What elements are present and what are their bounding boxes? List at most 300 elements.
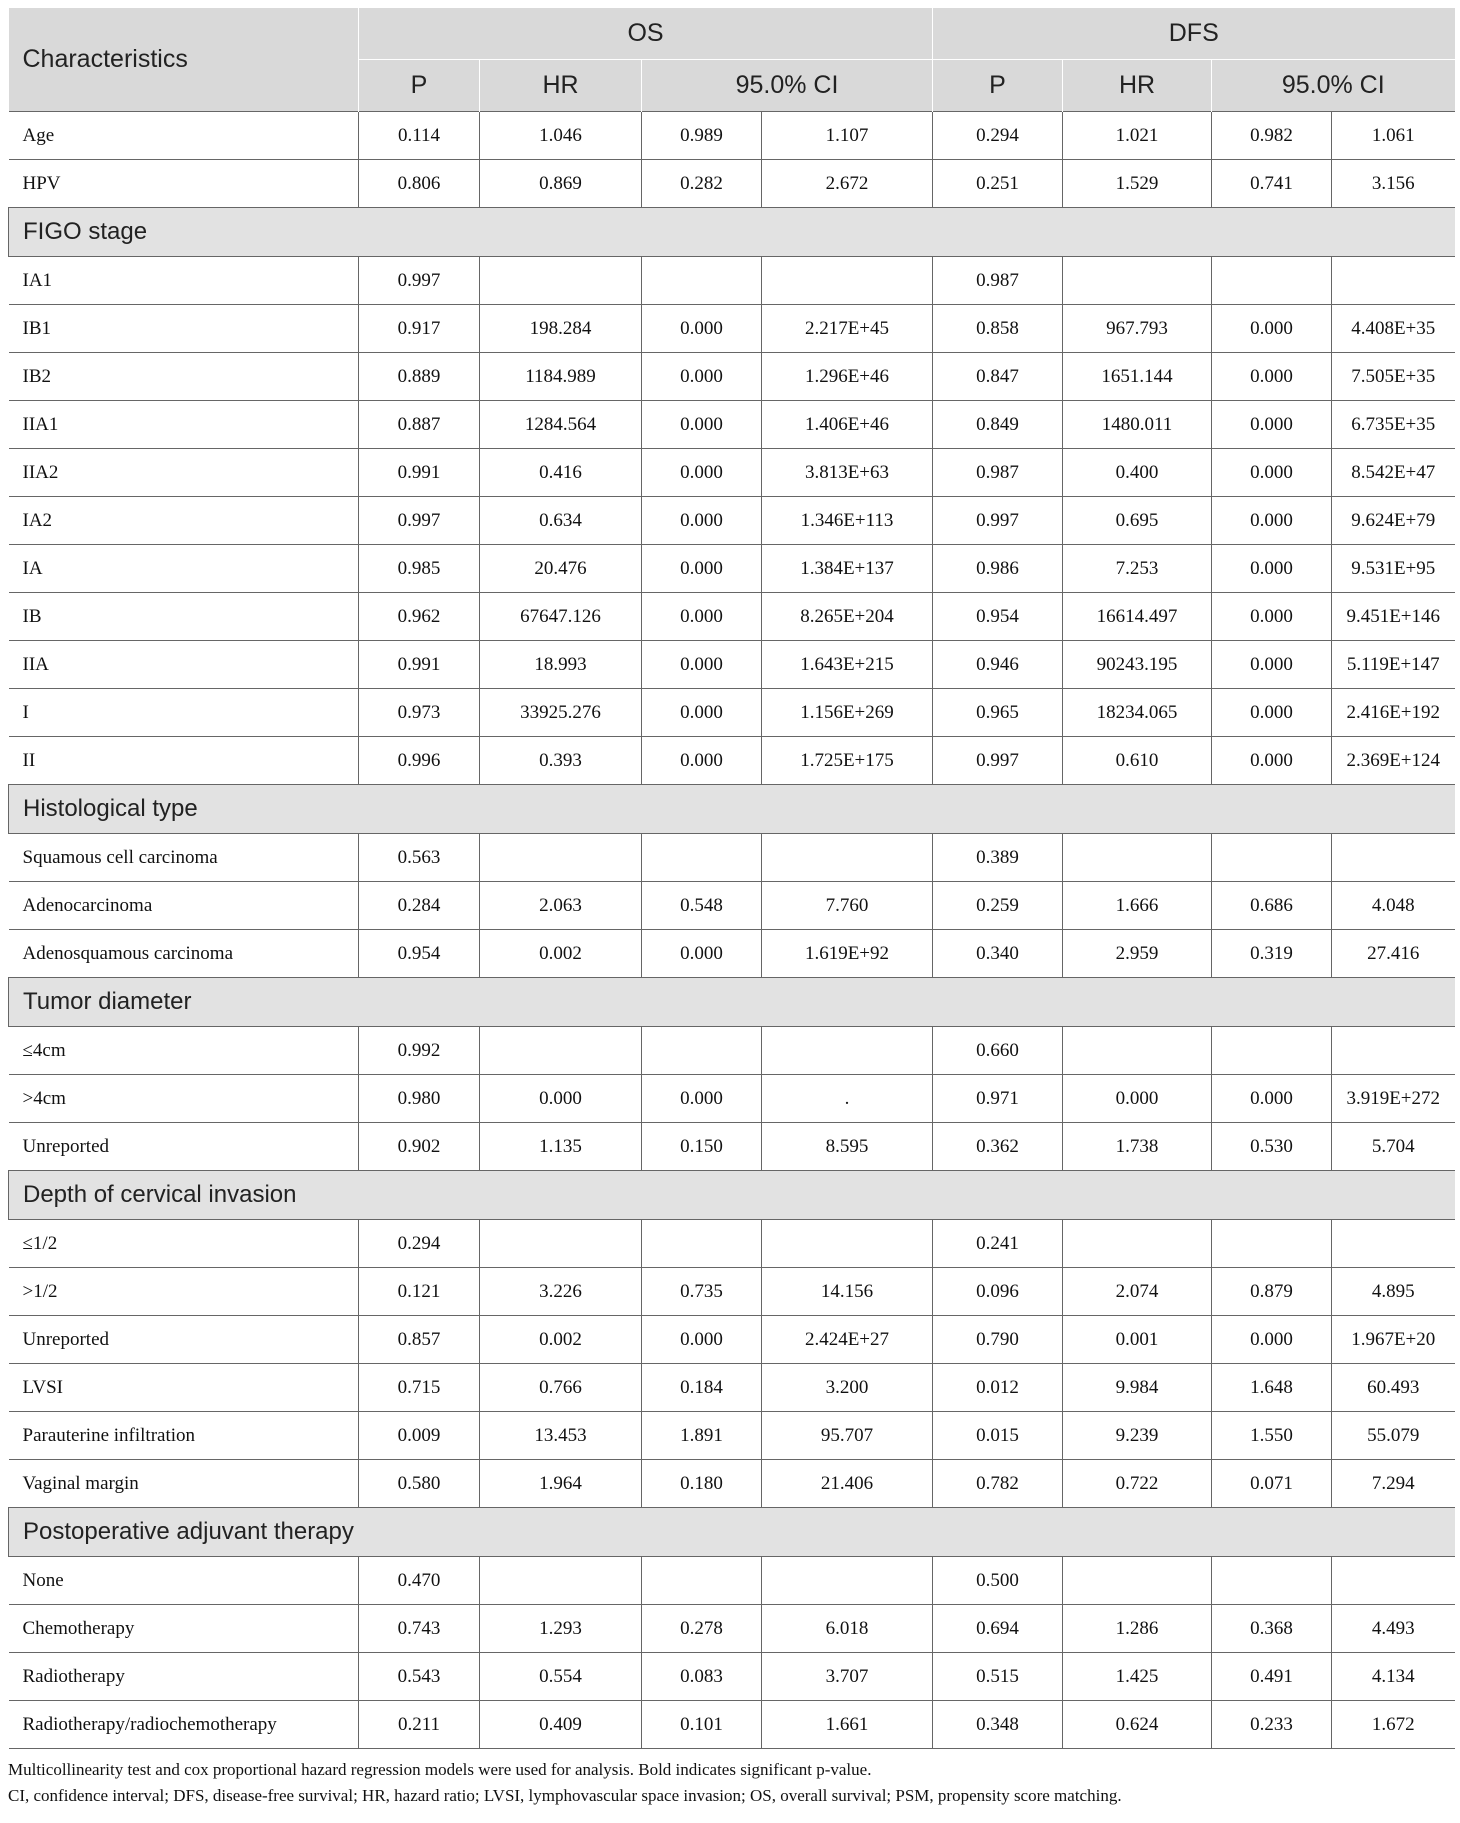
dfs-ci-lower-cell: 0.491: [1212, 1653, 1332, 1701]
dfs-ci-lower-cell: 0.000: [1212, 593, 1332, 641]
dfs-p-cell: 0.515: [933, 1653, 1063, 1701]
table-row: [9, 1316, 1455, 1364]
cox-regression-table: [8, 8, 1455, 1749]
dfs-ci-lower-cell: [1212, 834, 1332, 882]
results-table-container: [8, 8, 1454, 1809]
os-ci-lower-cell: 0.000: [642, 1075, 762, 1123]
os-hr-cell: 1184.989: [480, 353, 642, 401]
row-label: None: [9, 1557, 359, 1605]
section-label: Histological type: [9, 785, 1455, 834]
dfs-ci-upper-cell: 6.735E+35: [1332, 401, 1455, 449]
os-hr-cell: 0.766: [480, 1364, 642, 1412]
dfs-ci-upper-cell: 4.895: [1332, 1268, 1455, 1316]
os-hr-cell: [480, 1220, 642, 1268]
dfs-hr-cell: 1.738: [1063, 1123, 1212, 1171]
os-ci-upper-cell: [762, 834, 933, 882]
os-ci-upper-cell: 1.619E+92: [762, 930, 933, 978]
os-p-cell: 0.294: [359, 1220, 480, 1268]
dfs-p-header: P: [933, 60, 1063, 112]
dfs-hr-cell: 0.001: [1063, 1316, 1212, 1364]
dfs-p-cell: 0.954: [933, 593, 1063, 641]
dfs-p-cell: 0.015: [933, 1412, 1063, 1460]
os-hr-cell: [480, 834, 642, 882]
os-ci-lower-cell: 0.184: [642, 1364, 762, 1412]
os-hr-cell: [480, 1027, 642, 1075]
os-hr-cell: 13.453: [480, 1412, 642, 1460]
dfs-ci-lower-cell: 0.000: [1212, 401, 1332, 449]
os-p-cell: 0.902: [359, 1123, 480, 1171]
row-label: >1/2: [9, 1268, 359, 1316]
os-ci-upper-cell: 1.346E+113: [762, 497, 933, 545]
dfs-ci-lower-cell: 0.879: [1212, 1268, 1332, 1316]
row-label: Age: [9, 112, 359, 160]
os-ci-upper-cell: 8.265E+204: [762, 593, 933, 641]
os-hr-cell: 0.554: [480, 1653, 642, 1701]
os-ci-upper-cell: 1.661: [762, 1701, 933, 1749]
os-hr-cell: 1.293: [480, 1605, 642, 1653]
os-p-cell: 0.121: [359, 1268, 480, 1316]
dfs-p-cell: 0.241: [933, 1220, 1063, 1268]
os-ci-upper-cell: 95.707: [762, 1412, 933, 1460]
os-p-cell: 0.962: [359, 593, 480, 641]
dfs-p-cell: 0.971: [933, 1075, 1063, 1123]
row-label: HPV: [9, 160, 359, 208]
dfs-p-cell: 0.340: [933, 930, 1063, 978]
table-row: [9, 689, 1455, 737]
os-ci-lower-cell: 0.548: [642, 882, 762, 930]
table-row: [9, 930, 1455, 978]
os-hr-cell: 1.964: [480, 1460, 642, 1508]
os-hr-cell: [480, 257, 642, 305]
dfs-hr-cell: 2.959: [1063, 930, 1212, 978]
dfs-hr-cell: 967.793: [1063, 305, 1212, 353]
dfs-hr-cell: 1.021: [1063, 112, 1212, 160]
os-ci-lower-cell: 0.000: [642, 1316, 762, 1364]
os-p-cell: 0.997: [359, 257, 480, 305]
dfs-ci-lower-cell: 0.000: [1212, 305, 1332, 353]
os-ci-lower-cell: 0.180: [642, 1460, 762, 1508]
table-row: [9, 305, 1455, 353]
os-ci-lower-cell: 0.083: [642, 1653, 762, 1701]
dfs-hr-cell: [1063, 1220, 1212, 1268]
dfs-ci-lower-cell: 0.368: [1212, 1605, 1332, 1653]
dfs-hr-cell: 1.529: [1063, 160, 1212, 208]
os-ci-upper-cell: 1.107: [762, 112, 933, 160]
dfs-hr-cell: 1480.011: [1063, 401, 1212, 449]
os-hr-cell: 0.409: [480, 1701, 642, 1749]
os-ci-lower-cell: 0.000: [642, 353, 762, 401]
table-body: [9, 112, 1455, 1749]
row-label: Chemotherapy: [9, 1605, 359, 1653]
os-p-cell: 0.980: [359, 1075, 480, 1123]
row-label: Adenocarcinoma: [9, 882, 359, 930]
row-label: Squamous cell carcinoma: [9, 834, 359, 882]
dfs-ci-lower-cell: [1212, 1027, 1332, 1075]
os-hr-cell: 1.135: [480, 1123, 642, 1171]
os-p-cell: 0.889: [359, 353, 480, 401]
dfs-ci-upper-cell: 55.079: [1332, 1412, 1455, 1460]
os-hr-cell: 0.002: [480, 1316, 642, 1364]
dfs-ci-upper-cell: 27.416: [1332, 930, 1455, 978]
row-label: II: [9, 737, 359, 785]
os-hr-cell: 18.993: [480, 641, 642, 689]
table-row: [9, 449, 1455, 497]
dfs-hr-cell: [1063, 257, 1212, 305]
table-row: [9, 1268, 1455, 1316]
dfs-hr-cell: 2.074: [1063, 1268, 1212, 1316]
table-row: [9, 1220, 1455, 1268]
row-label: >4cm: [9, 1075, 359, 1123]
os-p-cell: 0.009: [359, 1412, 480, 1460]
dfs-p-cell: 0.847: [933, 353, 1063, 401]
dfs-hr-cell: 0.624: [1063, 1701, 1212, 1749]
dfs-ci-upper-cell: 1.672: [1332, 1701, 1455, 1749]
os-hr-cell: 20.476: [480, 545, 642, 593]
dfs-ci-lower-cell: 1.648: [1212, 1364, 1332, 1412]
dfs-ci-upper-cell: 2.416E+192: [1332, 689, 1455, 737]
os-ci-lower-cell: 0.000: [642, 401, 762, 449]
dfs-ci-lower-cell: 0.071: [1212, 1460, 1332, 1508]
os-ci-upper-cell: 21.406: [762, 1460, 933, 1508]
dfs-ci-upper-cell: 1.061: [1332, 112, 1455, 160]
os-ci-upper-cell: 14.156: [762, 1268, 933, 1316]
dfs-ci-lower-cell: 0.686: [1212, 882, 1332, 930]
row-label: IIA: [9, 641, 359, 689]
table-row: [9, 1123, 1455, 1171]
dfs-hr-cell: 7.253: [1063, 545, 1212, 593]
table-row: [9, 401, 1455, 449]
dfs-hr-cell: 0.722: [1063, 1460, 1212, 1508]
table-footnotes: [8, 1757, 1454, 1809]
dfs-ci-lower-cell: 0.000: [1212, 1316, 1332, 1364]
os-ci-lower-cell: [642, 1027, 762, 1075]
os-p-cell: 0.992: [359, 1027, 480, 1075]
dfs-ci-upper-cell: 4.408E+35: [1332, 305, 1455, 353]
row-label: IB: [9, 593, 359, 641]
os-ci-lower-cell: 0.000: [642, 930, 762, 978]
os-p-cell: 0.743: [359, 1605, 480, 1653]
dfs-ci-lower-cell: 0.000: [1212, 689, 1332, 737]
os-ci-lower-cell: 0.000: [642, 593, 762, 641]
os-p-cell: 0.211: [359, 1701, 480, 1749]
dfs-p-cell: 0.858: [933, 305, 1063, 353]
dfs-p-cell: 0.251: [933, 160, 1063, 208]
os-hr-cell: 0.869: [480, 160, 642, 208]
os-group-header: OS: [359, 8, 933, 60]
os-p-cell: 0.917: [359, 305, 480, 353]
os-ci-upper-cell: 1.725E+175: [762, 737, 933, 785]
os-hr-cell: 1.046: [480, 112, 642, 160]
os-hr-cell: 0.002: [480, 930, 642, 978]
os-ci-lower-cell: 0.000: [642, 305, 762, 353]
os-p-cell: 0.284: [359, 882, 480, 930]
dfs-ci-lower-cell: 0.000: [1212, 737, 1332, 785]
table-header: [9, 8, 1455, 112]
dfs-p-cell: 0.987: [933, 257, 1063, 305]
os-ci-lower-cell: 1.891: [642, 1412, 762, 1460]
dfs-ci-lower-cell: 0.319: [1212, 930, 1332, 978]
os-ci-lower-cell: 0.101: [642, 1701, 762, 1749]
os-ci-lower-cell: 0.000: [642, 497, 762, 545]
section-label: Depth of cervical invasion: [9, 1171, 1455, 1220]
os-ci-lower-cell: 0.000: [642, 689, 762, 737]
row-label: IA1: [9, 257, 359, 305]
dfs-hr-cell: [1063, 1557, 1212, 1605]
dfs-hr-cell: 18234.065: [1063, 689, 1212, 737]
dfs-ci-upper-cell: 5.704: [1332, 1123, 1455, 1171]
os-ci-upper-cell: 3.200: [762, 1364, 933, 1412]
dfs-ci-lower-cell: [1212, 257, 1332, 305]
table-row: [9, 1701, 1455, 1749]
row-label: LVSI: [9, 1364, 359, 1412]
dfs-ci-upper-cell: 3.919E+272: [1332, 1075, 1455, 1123]
dfs-ci-lower-cell: [1212, 1557, 1332, 1605]
os-ci-upper-cell: 2.672: [762, 160, 933, 208]
section-label: Tumor diameter: [9, 978, 1455, 1027]
section-label: FIGO stage: [9, 208, 1455, 257]
dfs-ci-upper-cell: 4.134: [1332, 1653, 1455, 1701]
dfs-p-cell: 0.500: [933, 1557, 1063, 1605]
dfs-ci-lower-cell: 0.000: [1212, 545, 1332, 593]
os-p-cell: 0.991: [359, 641, 480, 689]
dfs-p-cell: 0.790: [933, 1316, 1063, 1364]
os-ci-upper-cell: 1.156E+269: [762, 689, 933, 737]
os-p-cell: 0.806: [359, 160, 480, 208]
dfs-p-cell: 0.012: [933, 1364, 1063, 1412]
dfs-ci-upper-cell: [1332, 257, 1455, 305]
dfs-ci-upper-cell: [1332, 834, 1455, 882]
dfs-ci-upper-cell: 1.967E+20: [1332, 1316, 1455, 1364]
section-label: Postoperative adjuvant therapy: [9, 1508, 1455, 1557]
os-p-cell: 0.973: [359, 689, 480, 737]
os-ci-upper-cell: 7.760: [762, 882, 933, 930]
table-row: [9, 1653, 1455, 1701]
os-ci-lower-cell: 0.282: [642, 160, 762, 208]
os-ci-lower-cell: 0.000: [642, 545, 762, 593]
dfs-p-cell: 0.660: [933, 1027, 1063, 1075]
dfs-hr-cell: 0.695: [1063, 497, 1212, 545]
table-row: [9, 545, 1455, 593]
dfs-p-cell: 0.997: [933, 737, 1063, 785]
dfs-ci-lower-cell: 0.530: [1212, 1123, 1332, 1171]
os-hr-cell: 67647.126: [480, 593, 642, 641]
dfs-ci-lower-cell: 0.741: [1212, 160, 1332, 208]
os-hr-cell: 0.416: [480, 449, 642, 497]
os-ci-lower-cell: [642, 834, 762, 882]
table-row: [9, 1412, 1455, 1460]
table-row: [9, 834, 1455, 882]
os-ci-upper-cell: 1.643E+215: [762, 641, 933, 689]
dfs-hr-cell: 1.666: [1063, 882, 1212, 930]
dfs-p-cell: 0.987: [933, 449, 1063, 497]
table-row: [9, 1605, 1455, 1653]
os-ci-upper-cell: 1.384E+137: [762, 545, 933, 593]
dfs-p-cell: 0.946: [933, 641, 1063, 689]
row-label: Vaginal margin: [9, 1460, 359, 1508]
os-ci-upper-cell: 2.217E+45: [762, 305, 933, 353]
row-label: Parauterine infiltration: [9, 1412, 359, 1460]
section-row: [9, 978, 1455, 1027]
os-ci-lower-cell: [642, 1557, 762, 1605]
dfs-hr-cell: 0.610: [1063, 737, 1212, 785]
dfs-hr-cell: 9.239: [1063, 1412, 1212, 1460]
os-ci-upper-cell: 1.406E+46: [762, 401, 933, 449]
os-hr-cell: 2.063: [480, 882, 642, 930]
dfs-group-header: DFS: [933, 8, 1455, 60]
os-ci-upper-cell: 3.813E+63: [762, 449, 933, 497]
os-p-cell: 0.996: [359, 737, 480, 785]
os-p-cell: 0.997: [359, 497, 480, 545]
row-label: ≤4cm: [9, 1027, 359, 1075]
dfs-p-cell: 0.389: [933, 834, 1063, 882]
os-p-cell: 0.887: [359, 401, 480, 449]
footnote-abbreviations: CI, confidence interval; DFS, disease-free survival; HR, hazard ratio; LVSI, lymphovascular space invasion; OS, overall survival; PSM, propensity score matching.: [8, 1786, 1122, 1805]
os-ci-lower-cell: 0.150: [642, 1123, 762, 1171]
row-label: Adenosquamous carcinoma: [9, 930, 359, 978]
os-p-cell: 0.954: [359, 930, 480, 978]
os-ci-upper-cell: 1.296E+46: [762, 353, 933, 401]
os-hr-cell: 33925.276: [480, 689, 642, 737]
dfs-ci-upper-cell: 9.531E+95: [1332, 545, 1455, 593]
row-label: Unreported: [9, 1123, 359, 1171]
os-ci-lower-cell: [642, 257, 762, 305]
dfs-p-cell: 0.965: [933, 689, 1063, 737]
dfs-ci-lower-cell: 0.982: [1212, 112, 1332, 160]
dfs-hr-cell: 90243.195: [1063, 641, 1212, 689]
row-label: ≤1/2: [9, 1220, 359, 1268]
os-ci-lower-cell: [642, 1220, 762, 1268]
table-row: [9, 353, 1455, 401]
os-ci-lower-cell: 0.278: [642, 1605, 762, 1653]
os-p-cell: 0.991: [359, 449, 480, 497]
row-label: IA2: [9, 497, 359, 545]
os-ci-upper-cell: 2.424E+27: [762, 1316, 933, 1364]
row-label: Unreported: [9, 1316, 359, 1364]
dfs-p-cell: 0.782: [933, 1460, 1063, 1508]
dfs-p-cell: 0.096: [933, 1268, 1063, 1316]
row-label: I: [9, 689, 359, 737]
dfs-ci-lower-cell: 0.000: [1212, 497, 1332, 545]
section-row: [9, 785, 1455, 834]
os-p-cell: 0.543: [359, 1653, 480, 1701]
table-row: [9, 1557, 1455, 1605]
dfs-p-cell: 0.849: [933, 401, 1063, 449]
dfs-ci-upper-cell: [1332, 1557, 1455, 1605]
dfs-ci-upper-cell: 7.505E+35: [1332, 353, 1455, 401]
dfs-ci-upper-cell: 7.294: [1332, 1460, 1455, 1508]
dfs-p-cell: 0.294: [933, 112, 1063, 160]
dfs-hr-cell: [1063, 834, 1212, 882]
os-p-cell: 0.563: [359, 834, 480, 882]
dfs-p-cell: 0.348: [933, 1701, 1063, 1749]
os-ci-upper-cell: 6.018: [762, 1605, 933, 1653]
row-label: IA: [9, 545, 359, 593]
os-p-cell: 0.470: [359, 1557, 480, 1605]
dfs-p-cell: 0.694: [933, 1605, 1063, 1653]
dfs-ci-lower-cell: 0.000: [1212, 641, 1332, 689]
os-hr-cell: 0.000: [480, 1075, 642, 1123]
os-p-cell: 0.857: [359, 1316, 480, 1364]
table-row: [9, 1075, 1455, 1123]
dfs-ci-lower-cell: 0.000: [1212, 1075, 1332, 1123]
os-hr-cell: 198.284: [480, 305, 642, 353]
os-ci-upper-cell: [762, 1027, 933, 1075]
os-ci-upper-cell: [762, 1557, 933, 1605]
dfs-hr-cell: [1063, 1027, 1212, 1075]
os-ci-upper-cell: [762, 1220, 933, 1268]
dfs-ci-upper-cell: 9.451E+146: [1332, 593, 1455, 641]
section-row: [9, 1508, 1455, 1557]
row-label: Radiotherapy: [9, 1653, 359, 1701]
os-ci-upper-cell: .: [762, 1075, 933, 1123]
table-row: [9, 112, 1455, 160]
os-hr-cell: 0.634: [480, 497, 642, 545]
os-p-header: P: [359, 60, 480, 112]
dfs-ci-upper-cell: 2.369E+124: [1332, 737, 1455, 785]
table-row: [9, 497, 1455, 545]
table-row: [9, 593, 1455, 641]
table-row: [9, 641, 1455, 689]
section-row: [9, 208, 1455, 257]
dfs-p-cell: 0.362: [933, 1123, 1063, 1171]
row-label: IB1: [9, 305, 359, 353]
os-ci-upper-cell: [762, 257, 933, 305]
dfs-hr-cell: 0.000: [1063, 1075, 1212, 1123]
table-row: [9, 160, 1455, 208]
os-ci-lower-cell: 0.000: [642, 641, 762, 689]
dfs-ci-upper-cell: 9.624E+79: [1332, 497, 1455, 545]
table-row: [9, 882, 1455, 930]
os-ci-lower-cell: 0.000: [642, 449, 762, 497]
dfs-ci-lower-cell: 0.000: [1212, 353, 1332, 401]
dfs-ci-lower-cell: 0.233: [1212, 1701, 1332, 1749]
dfs-hr-cell: 0.400: [1063, 449, 1212, 497]
os-p-cell: 0.715: [359, 1364, 480, 1412]
dfs-p-cell: 0.986: [933, 545, 1063, 593]
dfs-hr-cell: 16614.497: [1063, 593, 1212, 641]
row-label: IB2: [9, 353, 359, 401]
dfs-ci-upper-cell: 5.119E+147: [1332, 641, 1455, 689]
os-p-cell: 0.985: [359, 545, 480, 593]
os-p-cell: 0.114: [359, 112, 480, 160]
os-ci-upper-cell: 3.707: [762, 1653, 933, 1701]
dfs-ci-upper-cell: 4.493: [1332, 1605, 1455, 1653]
dfs-ci-upper-cell: [1332, 1220, 1455, 1268]
row-label: Radiotherapy/radiochemotherapy: [9, 1701, 359, 1749]
row-label: IIA1: [9, 401, 359, 449]
dfs-hr-cell: 9.984: [1063, 1364, 1212, 1412]
os-ci-lower-cell: 0.000: [642, 737, 762, 785]
dfs-ci-upper-cell: [1332, 1027, 1455, 1075]
footnote-methods: Multicollinearity test and cox proportional hazard regression models were used for analysis. Bold indicates significant p-value.: [8, 1760, 872, 1779]
os-hr-cell: 0.393: [480, 737, 642, 785]
table-row: [9, 257, 1455, 305]
dfs-hr-cell: 1.425: [1063, 1653, 1212, 1701]
table-row: [9, 737, 1455, 785]
table-row: [9, 1027, 1455, 1075]
dfs-hr-header: HR: [1063, 60, 1212, 112]
dfs-ci-upper-cell: 3.156: [1332, 160, 1455, 208]
dfs-ci-header: 95.0% CI: [1212, 60, 1455, 112]
os-p-cell: 0.580: [359, 1460, 480, 1508]
os-hr-header: HR: [480, 60, 642, 112]
table-row: [9, 1460, 1455, 1508]
dfs-ci-upper-cell: 60.493: [1332, 1364, 1455, 1412]
os-ci-lower-cell: 0.735: [642, 1268, 762, 1316]
section-row: [9, 1171, 1455, 1220]
row-label: IIA2: [9, 449, 359, 497]
dfs-ci-lower-cell: 1.550: [1212, 1412, 1332, 1460]
